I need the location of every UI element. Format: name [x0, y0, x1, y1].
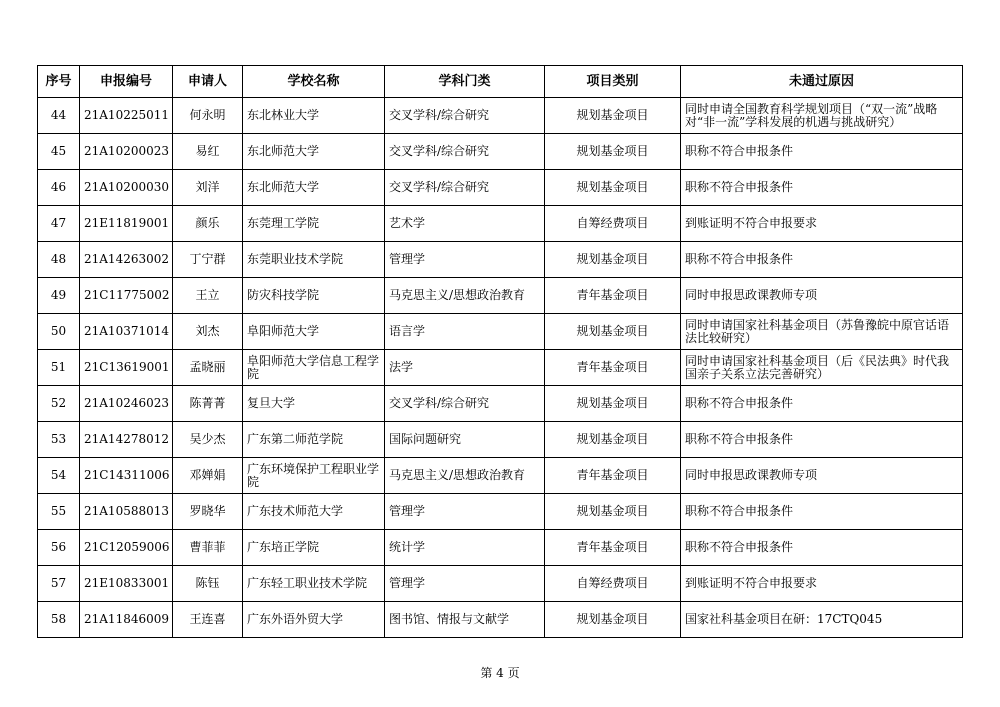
applicant-cell: 王立: [173, 278, 243, 314]
discipline-cell: 交叉学科/综合研究: [385, 386, 545, 422]
project-type-cell: 青年基金项目: [545, 278, 681, 314]
index-cell: 54: [38, 458, 80, 494]
reason-cell: 同时申报思政课教师专项: [681, 278, 963, 314]
application-id-cell: 21A10588013: [80, 494, 173, 530]
application-id-cell: 21C13619001: [80, 350, 173, 386]
index-cell: 52: [38, 386, 80, 422]
applicant-cell: 易红: [173, 134, 243, 170]
discipline-cell: 统计学: [385, 530, 545, 566]
index-cell: 55: [38, 494, 80, 530]
project-type-cell: 规划基金项目: [545, 170, 681, 206]
school-cell: 东北林业大学: [243, 98, 385, 134]
project-type-cell: 青年基金项目: [545, 350, 681, 386]
project-type-cell: 自筹经费项目: [545, 566, 681, 602]
reason-cell: 同时申请国家社科基金项目（后《民法典》时代我国亲子关系立法完善研究）: [681, 350, 963, 386]
discipline-cell: 管理学: [385, 566, 545, 602]
reason-cell: 职称不符合申报条件: [681, 494, 963, 530]
school-cell: 复旦大学: [243, 386, 385, 422]
project-type-cell: 规划基金项目: [545, 242, 681, 278]
reason-cell: 同时申请全国教育科学规划项目（“双一流”战略对“非一流”学科发展的机遇与挑战研究）: [681, 98, 963, 134]
applicant-cell: 刘杰: [173, 314, 243, 350]
table-row: [38, 350, 963, 386]
application-id-cell: 21A10246023: [80, 386, 173, 422]
application-id-cell: 21A10371014: [80, 314, 173, 350]
reason-cell: 国家社科基金项目在研：17CTQ045: [681, 602, 963, 638]
index-cell: 50: [38, 314, 80, 350]
reason-cell: 同时申报思政课教师专项: [681, 458, 963, 494]
application-id-cell: 21A14278012: [80, 422, 173, 458]
school-cell: 广东轻工职业技术学院: [243, 566, 385, 602]
application-id-cell: 21A10200023: [80, 134, 173, 170]
index-cell: 44: [38, 98, 80, 134]
reason-cell: 到账证明不符合申报要求: [681, 206, 963, 242]
header-application-id: 申报编号: [80, 66, 173, 98]
table-row: [38, 206, 963, 242]
header-school: 学校名称: [243, 66, 385, 98]
reason-cell: 职称不符合申报条件: [681, 242, 963, 278]
discipline-cell: 交叉学科/综合研究: [385, 134, 545, 170]
school-cell: 东北师范大学: [243, 170, 385, 206]
table-row: [38, 566, 963, 602]
discipline-cell: 管理学: [385, 494, 545, 530]
application-id-cell: 21C12059006: [80, 530, 173, 566]
application-id-cell: 21C11775002: [80, 278, 173, 314]
project-type-cell: 规划基金项目: [545, 602, 681, 638]
table-row: [38, 386, 963, 422]
table-header-row: [38, 66, 963, 98]
project-type-cell: 规划基金项目: [545, 386, 681, 422]
table-body: [38, 98, 963, 638]
project-type-cell: 规划基金项目: [545, 422, 681, 458]
applicant-cell: 颜乐: [173, 206, 243, 242]
table-row: [38, 314, 963, 350]
table-row: [38, 242, 963, 278]
reason-cell: 职称不符合申报条件: [681, 386, 963, 422]
school-cell: 东北师范大学: [243, 134, 385, 170]
table-row: [38, 278, 963, 314]
school-cell: 广东培正学院: [243, 530, 385, 566]
header-index: 序号: [38, 66, 80, 98]
header-project-type: 项目类别: [545, 66, 681, 98]
applicant-cell: 何永明: [173, 98, 243, 134]
discipline-cell: 交叉学科/综合研究: [385, 170, 545, 206]
rejected-applications-table: [37, 65, 963, 638]
header-discipline: 学科门类: [385, 66, 545, 98]
results-table-container: [37, 65, 962, 638]
applicant-cell: 罗晓华: [173, 494, 243, 530]
school-cell: 广东第二师范学院: [243, 422, 385, 458]
application-id-cell: 21A11846009: [80, 602, 173, 638]
reason-cell: 同时申请国家社科基金项目（苏鲁豫皖中原官话语法比较研究）: [681, 314, 963, 350]
school-cell: 广东外语外贸大学: [243, 602, 385, 638]
application-id-cell: 21A10200030: [80, 170, 173, 206]
table-row: [38, 458, 963, 494]
applicant-cell: 曹菲菲: [173, 530, 243, 566]
project-type-cell: 青年基金项目: [545, 530, 681, 566]
applicant-cell: 吴少杰: [173, 422, 243, 458]
table-row: [38, 170, 963, 206]
header-applicant: 申请人: [173, 66, 243, 98]
discipline-cell: 交叉学科/综合研究: [385, 98, 545, 134]
discipline-cell: 法学: [385, 350, 545, 386]
application-id-cell: 21E11819001: [80, 206, 173, 242]
index-cell: 48: [38, 242, 80, 278]
index-cell: 47: [38, 206, 80, 242]
school-cell: 广东环境保护工程职业学院: [243, 458, 385, 494]
school-cell: 广东技术师范大学: [243, 494, 385, 530]
application-id-cell: 21E10833001: [80, 566, 173, 602]
discipline-cell: 马克思主义/思想政治教育: [385, 278, 545, 314]
index-cell: 53: [38, 422, 80, 458]
application-id-cell: 21A10225011: [80, 98, 173, 134]
discipline-cell: 艺术学: [385, 206, 545, 242]
school-cell: 东莞职业技术学院: [243, 242, 385, 278]
header-rejection-reason: 未通过原因: [681, 66, 963, 98]
project-type-cell: 青年基金项目: [545, 458, 681, 494]
index-cell: 51: [38, 350, 80, 386]
index-cell: 56: [38, 530, 80, 566]
reason-cell: 到账证明不符合申报要求: [681, 566, 963, 602]
index-cell: 46: [38, 170, 80, 206]
table-row: [38, 98, 963, 134]
table-row: [38, 530, 963, 566]
discipline-cell: 语言学: [385, 314, 545, 350]
project-type-cell: 规划基金项目: [545, 134, 681, 170]
applicant-cell: 刘洋: [173, 170, 243, 206]
reason-cell: 职称不符合申报条件: [681, 134, 963, 170]
school-cell: 东莞理工学院: [243, 206, 385, 242]
project-type-cell: 规划基金项目: [545, 494, 681, 530]
table-row: [38, 494, 963, 530]
project-type-cell: 规划基金项目: [545, 98, 681, 134]
discipline-cell: 图书馆、情报与文献学: [385, 602, 545, 638]
reason-cell: 职称不符合申报条件: [681, 170, 963, 206]
index-cell: 49: [38, 278, 80, 314]
applicant-cell: 王连喜: [173, 602, 243, 638]
table-row: [38, 422, 963, 458]
school-cell: 阜阳师范大学信息工程学院: [243, 350, 385, 386]
project-type-cell: 自筹经费项目: [545, 206, 681, 242]
application-id-cell: 21A14263002: [80, 242, 173, 278]
discipline-cell: 马克思主义/思想政治教育: [385, 458, 545, 494]
applicant-cell: 丁宁群: [173, 242, 243, 278]
applicant-cell: 邓婵娟: [173, 458, 243, 494]
application-id-cell: 21C14311006: [80, 458, 173, 494]
reason-cell: 职称不符合申报条件: [681, 530, 963, 566]
applicant-cell: 陈钰: [173, 566, 243, 602]
applicant-cell: 陈菁菁: [173, 386, 243, 422]
table-row: [38, 134, 963, 170]
school-cell: 防灾科技学院: [243, 278, 385, 314]
discipline-cell: 管理学: [385, 242, 545, 278]
index-cell: 58: [38, 602, 80, 638]
page-number: 第 4 页: [480, 666, 520, 680]
table-row: [38, 602, 963, 638]
index-cell: 45: [38, 134, 80, 170]
reason-cell: 职称不符合申报条件: [681, 422, 963, 458]
applicant-cell: 孟晓丽: [173, 350, 243, 386]
discipline-cell: 国际问题研究: [385, 422, 545, 458]
project-type-cell: 规划基金项目: [545, 314, 681, 350]
school-cell: 阜阳师范大学: [243, 314, 385, 350]
index-cell: 57: [38, 566, 80, 602]
